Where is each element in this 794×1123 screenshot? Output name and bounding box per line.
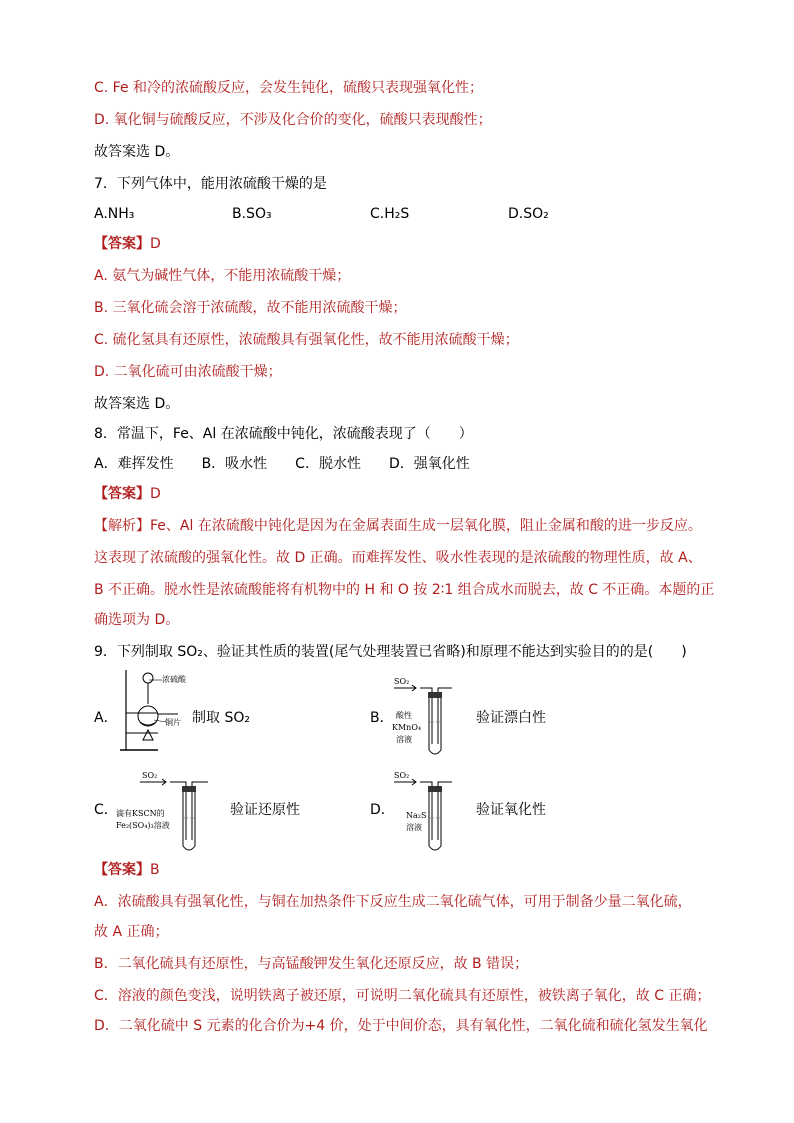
question-8: 8．常温下，Fe、Al 在浓硫酸中钝化，浓硫酸表现了（ ） [94, 426, 473, 442]
fig-d-letter: D． [370, 802, 395, 818]
q7-conclusion: 故答案选 D。 [94, 396, 180, 412]
q9-explain-a-2: 故 A 正确； [94, 924, 169, 940]
q9-explain-d: D．二氧化硫中 S 元素的化合价为+4 价，处于中间价态，具有氧化性，二氧化硫和硫化氢发生氧化 [94, 1018, 708, 1034]
fig-a-letter: A． [94, 710, 118, 726]
fig-b-apparatus [392, 672, 472, 758]
fig-c-gas-label: SO₂ [142, 771, 158, 780]
fig-a-label-acid: 浓硫酸 [162, 675, 186, 684]
answer-tag: 【答案】 [94, 236, 150, 252]
answer-tag: 【答案】 [94, 486, 150, 502]
answer-value: D [150, 236, 161, 252]
fig-c-caption: 验证还原性 [230, 802, 300, 818]
answer-conclusion: 故答案选 D。 [94, 144, 180, 160]
fig-c-sol-2: Fe₂(SO₄)₃溶液 [116, 821, 170, 830]
fig-a-apparatus [118, 668, 190, 754]
q7-option-c: C.H₂S [370, 206, 410, 222]
fig-b-sol-1: 酸性 [396, 711, 412, 720]
q7-option-d: D.SO₂ [508, 206, 549, 222]
q8-explanation-4: 确选项为 D。 [94, 612, 180, 628]
q8-explanation-1: 【解析】Fe、Al 在浓硫酸中钝化是因为在金属表面生成一层氧化膜，阻止金属和酸的进一步反应。 [94, 518, 702, 534]
q7-explain-a: A. 氨气为碱性气体，不能用浓硫酸干燥； [94, 268, 351, 284]
fig-b-sol-3: 溶液 [396, 735, 412, 744]
q9-explain-a-1: A．浓硫酸具有强氧化性，与铜在加热条件下反应生成二氧化硫气体，可用于制备少量二氧化硫， [94, 894, 692, 910]
fig-c-letter: C． [94, 802, 118, 818]
q9-answer [94, 860, 160, 880]
q8-explanation-3: B 不正确。脱水性是浓硫酸能将有机物中的 H 和 O 按 2∶1 组合成水而脱去，故 C 不正确。本题的正 [94, 582, 715, 598]
fig-a-caption: 制取 SO₂ [192, 710, 250, 726]
question-9: 9．下列制取 SO₂、验证其性质的装置(尾气处理装置已省略)和原理不能达到实验目的的是( ) [94, 644, 687, 660]
option-c-explanation: C. Fe 和冷的浓硫酸反应，会发生钝化，硫酸只表现强氧化性； [94, 80, 484, 96]
q7-option-b: B.SO₃ [232, 206, 272, 222]
fig-b-letter: B． [370, 710, 394, 726]
fig-c-apparatus [116, 766, 222, 854]
question-7: 7．下列气体中，能用浓硫酸干燥的是 [94, 176, 327, 192]
q7-explain-c: C. 硫化氢具有还原性，浓硫酸具有强氧化性，故不能用浓硫酸干燥； [94, 332, 519, 348]
answer-value: B [150, 862, 160, 878]
option-d-explanation: D. 氧化铜与硫酸反应，不涉及化合价的变化，硫酸只表现酸性； [94, 112, 492, 128]
q7-answer [94, 234, 161, 254]
fig-a-label-copper: 铜片 [165, 718, 181, 727]
q8-explanation-2: 这表现了浓硫酸的强氧化性。故 D 正确。而难挥发性、吸水性表现的是浓硫酸的物理性质，故 A、 [94, 550, 702, 566]
answer-value: D [150, 486, 161, 502]
fig-c-sol-1: 滴有KSCN的 [116, 809, 165, 818]
q8-answer [94, 484, 161, 504]
fig-d-apparatus [392, 766, 472, 854]
fig-d-sol-2: 溶液 [406, 823, 422, 832]
fig-d-gas-label: SO₂ [394, 771, 410, 780]
q9-explain-b: B．二氧化硫具有还原性，与高锰酸钾发生氧化还原反应，故 B 错误； [94, 956, 529, 972]
q9-explain-c: C．溶液的颜色变浅，说明铁离子被还原，可说明二氧化硫具有还原性，被铁离子氧化，故 C 正确； [94, 988, 711, 1004]
q8-options: A．难挥发性 B．吸水性 C．脱水性 D．强氧化性 [94, 456, 470, 472]
answer-tag: 【答案】 [94, 862, 150, 878]
q7-option-a: A.NH₃ [94, 206, 135, 222]
fig-b-caption: 验证漂白性 [476, 710, 546, 726]
q7-explain-b: B. 三氧化硫会溶于浓硫酸，故不能用浓硫酸干燥； [94, 300, 407, 316]
q7-explain-d: D. 二氧化硫可由浓硫酸干燥； [94, 364, 282, 380]
fig-b-sol-2: KMnO₄ [392, 723, 422, 732]
fig-d-sol-1: Na₂S [406, 811, 427, 820]
fig-b-gas-label: SO₂ [394, 677, 410, 686]
fig-d-caption: 验证氧化性 [476, 802, 546, 818]
